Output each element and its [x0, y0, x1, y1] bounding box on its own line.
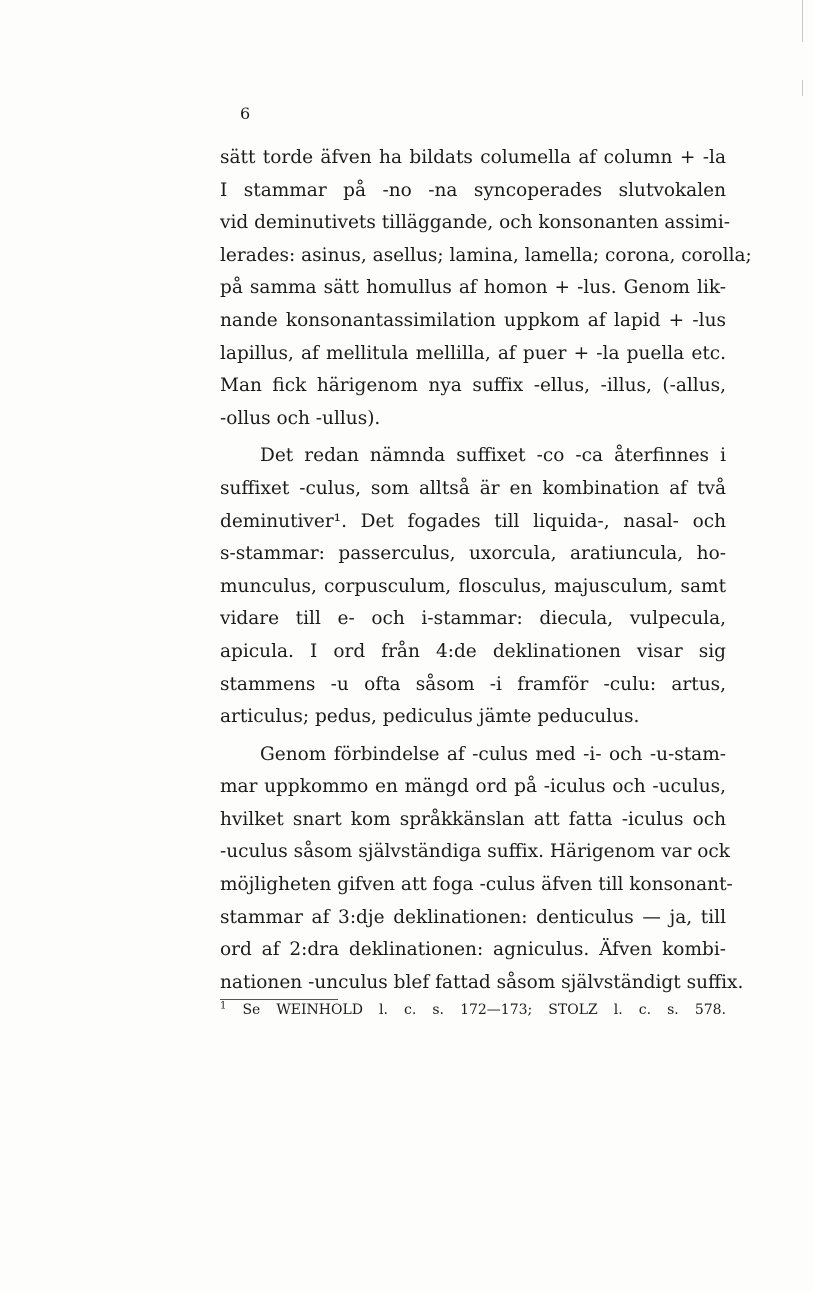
text-line: nande konsonantassimilation uppkom af lapid + -lus — [220, 309, 726, 331]
text-line: lapillus, af mellitula mellilla, af puer + -la puella etc. — [220, 342, 726, 364]
text-line: sätt torde äfven ha bildats columella af column + -la — [220, 147, 726, 168]
page-number: 6 — [240, 104, 251, 123]
text-line: lerades: asinus, asellus; lamina, lamella; corona, corolla; — [220, 244, 752, 266]
text-line: möjligheten gifven att foga -culus äfven till konsonant- — [220, 874, 733, 896]
text-line: suffixet -culus, som alltså är en kombination af två — [220, 477, 726, 499]
text-line: -uculus såsom självständiga suffix. Härigenom var ock — [220, 841, 731, 863]
text-line: -ollus och -ullus). — [220, 407, 381, 429]
text-line: mar uppkommo en mängd ord på -iculus och -uculus, — [220, 776, 726, 798]
text-line: hvilket snart kom språkkänslan att fatta -iculus och — [220, 808, 726, 830]
footnote-text: Se WEINHOLD l. c. s. 172—173; STOLZ l. c. s. 578. — [242, 1002, 726, 1019]
scan-edge-mark — [802, 0, 803, 42]
text-line: articulus; pedus, pediculus jämte peduculus. — [220, 706, 640, 728]
text-line: ord af 2:dra deklinationen: agniculus. Äfven kombi- — [220, 939, 726, 961]
text-line: vidare till e- och i-stammar: diecula, vulpecula, — [220, 608, 726, 630]
text-line: munculus, corpusculum, flosculus, majusculum, samt — [220, 575, 726, 597]
text-line: Genom förbindelse af -culus med -i- och -u-stam- — [260, 743, 726, 765]
text-line: vid deminutivets tilläggande, och konsonanten assimi- — [220, 212, 730, 234]
scan-edge-mark — [802, 80, 803, 96]
text-line: Det redan nämnda suffixet -co -ca återfinnes i — [260, 445, 726, 467]
text-line: nationen -unculus blef fattad såsom självständigt suffix. — [220, 971, 744, 993]
footnote-marker: 1 — [220, 1000, 227, 1012]
text-line: på samma sätt homullus af homon + -lus. Genom lik- — [220, 277, 726, 299]
text-line: stammar af 3:dje deklinationen: denticulus — ja, till — [220, 906, 726, 928]
text-line: s-stammar: passerculus, uxorcula, aratiuncula, ho- — [220, 543, 726, 565]
text-line: stammens -u ofta såsom -i framför -culu: artus, — [220, 673, 726, 695]
text-line: Man fick härigenom nya suffix -ellus, -illus, (-allus, — [220, 375, 726, 397]
footnote — [220, 1000, 726, 1020]
body-text — [220, 142, 752, 1020]
text-line: I stammar på -no -na syncoperades slutvokalen — [220, 179, 726, 201]
text-line: deminutiver¹. Det fogades till liquida-, nasal- och — [220, 510, 726, 532]
text-line: apicula. I ord från 4:de deklinationen visar sig — [220, 640, 726, 662]
